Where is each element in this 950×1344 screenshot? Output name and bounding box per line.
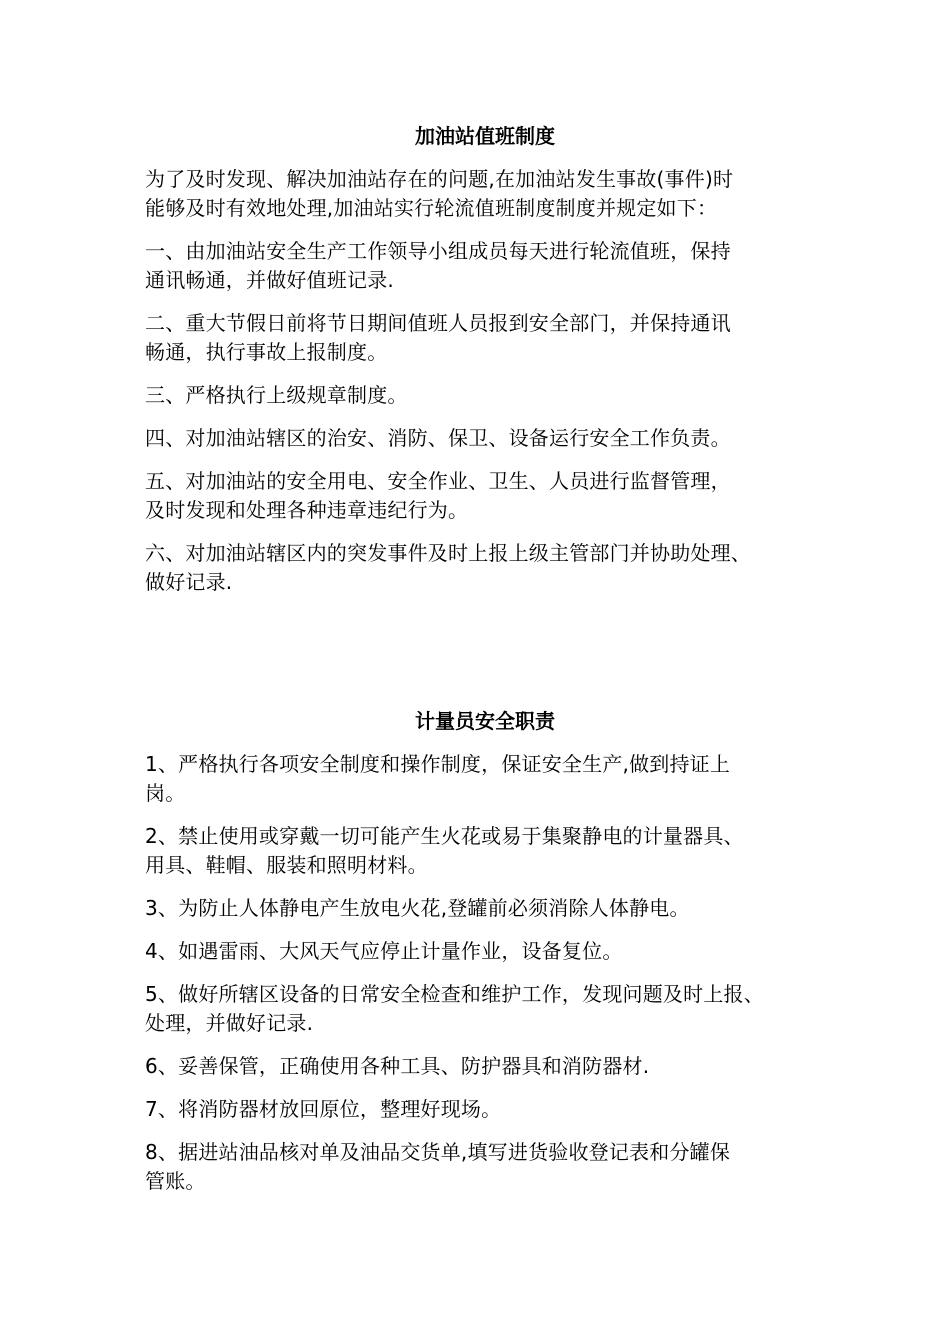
paragraph-line: 四、对加油站辖区的治安、消防、保卫、设备运行安全工作负责。 <box>145 426 731 450</box>
paragraph <box>145 381 825 410</box>
paragraph-line: 岗。 <box>145 781 186 805</box>
paragraph <box>145 309 825 367</box>
list-item <box>145 750 825 808</box>
paragraph-line: 做好记录. <box>145 570 233 594</box>
paragraph-line: 2、禁止使用或穿戴一切可能产生火花或易于集聚静电的计量器具、 <box>145 824 744 848</box>
paragraph-line: 7、将消防器材放回原位，整理好现场。 <box>145 1097 502 1121</box>
paragraph-line: 6、妥善保管，正确使用各种工具、防护器具和消防器材. <box>145 1054 650 1078</box>
list-item <box>145 1138 825 1196</box>
paragraph-line: 一、由加油站安全生产工作领导小组成员每天进行轮流值班，保持 <box>145 239 731 263</box>
paragraph-line: 管账。 <box>145 1169 206 1193</box>
paragraph-line: 五、对加油站的安全用电、安全作业、卫生、人员进行监督管理， <box>145 469 731 493</box>
paragraph-line: 用具、鞋帽、服装和照明材料。 <box>145 853 428 877</box>
section-duty-system <box>145 122 825 611</box>
paragraph-line: 畅通，执行事故上报制度。 <box>145 340 388 364</box>
section-body <box>145 165 825 597</box>
paragraph-line: 通讯畅通，并做好值班记录. <box>145 268 394 292</box>
section-title-duty-system: 加油站值班制度 <box>415 124 555 148</box>
paragraph <box>145 165 825 223</box>
section-title-metering-duties: 计量员安全职责 <box>415 709 555 733</box>
paragraph-line: 为了及时发现、解决加油站存在的问题,在加油站发生事故(事件)时 <box>145 167 734 191</box>
paragraph-line: 4、如遇雷雨、大风天气应停止计量作业，设备复位。 <box>145 939 623 963</box>
list-item <box>145 1095 825 1124</box>
list-item <box>145 822 825 880</box>
paragraph-line: 三、严格执行上级规章制度。 <box>145 383 408 407</box>
paragraph-line: 能够及时有效地处理,加油站实行轮流值班制度制度并规定如下： <box>145 196 718 220</box>
list-item <box>145 894 825 923</box>
section-metering-duties <box>145 707 825 1210</box>
paragraph-line: 六、对加油站辖区内的突发事件及时上报上级主管部门并协助处理、 <box>145 541 751 565</box>
paragraph-line: 二、重大节假日前将节日期间值班人员报到安全部门，并保持通讯 <box>145 311 731 335</box>
paragraph-line: 5、做好所辖区设备的日常安全检查和维护工作，发现问题及时上报、 <box>145 982 764 1006</box>
paragraph-line: 1、严格执行各项安全制度和操作制度，保证安全生产,做到持证上 <box>145 752 731 776</box>
paragraph <box>145 237 825 295</box>
paragraph <box>145 539 825 597</box>
paragraph-line: 处理，并做好记录. <box>145 1011 314 1035</box>
paragraph <box>145 424 825 453</box>
paragraph-line: 3、为防止人体静电产生放电火花,登罐前必须消除人体静电。 <box>145 896 690 920</box>
list-item <box>145 1052 825 1081</box>
paragraph-line: 8、据进站油品核对单及油品交货单,填写进货验收登记表和分罐保 <box>145 1140 731 1164</box>
list-item <box>145 980 825 1038</box>
list-item <box>145 937 825 966</box>
paragraph <box>145 467 825 525</box>
paragraph-line: 及时发现和处理各种违章违纪行为。 <box>145 498 469 522</box>
section-body <box>145 750 825 1196</box>
